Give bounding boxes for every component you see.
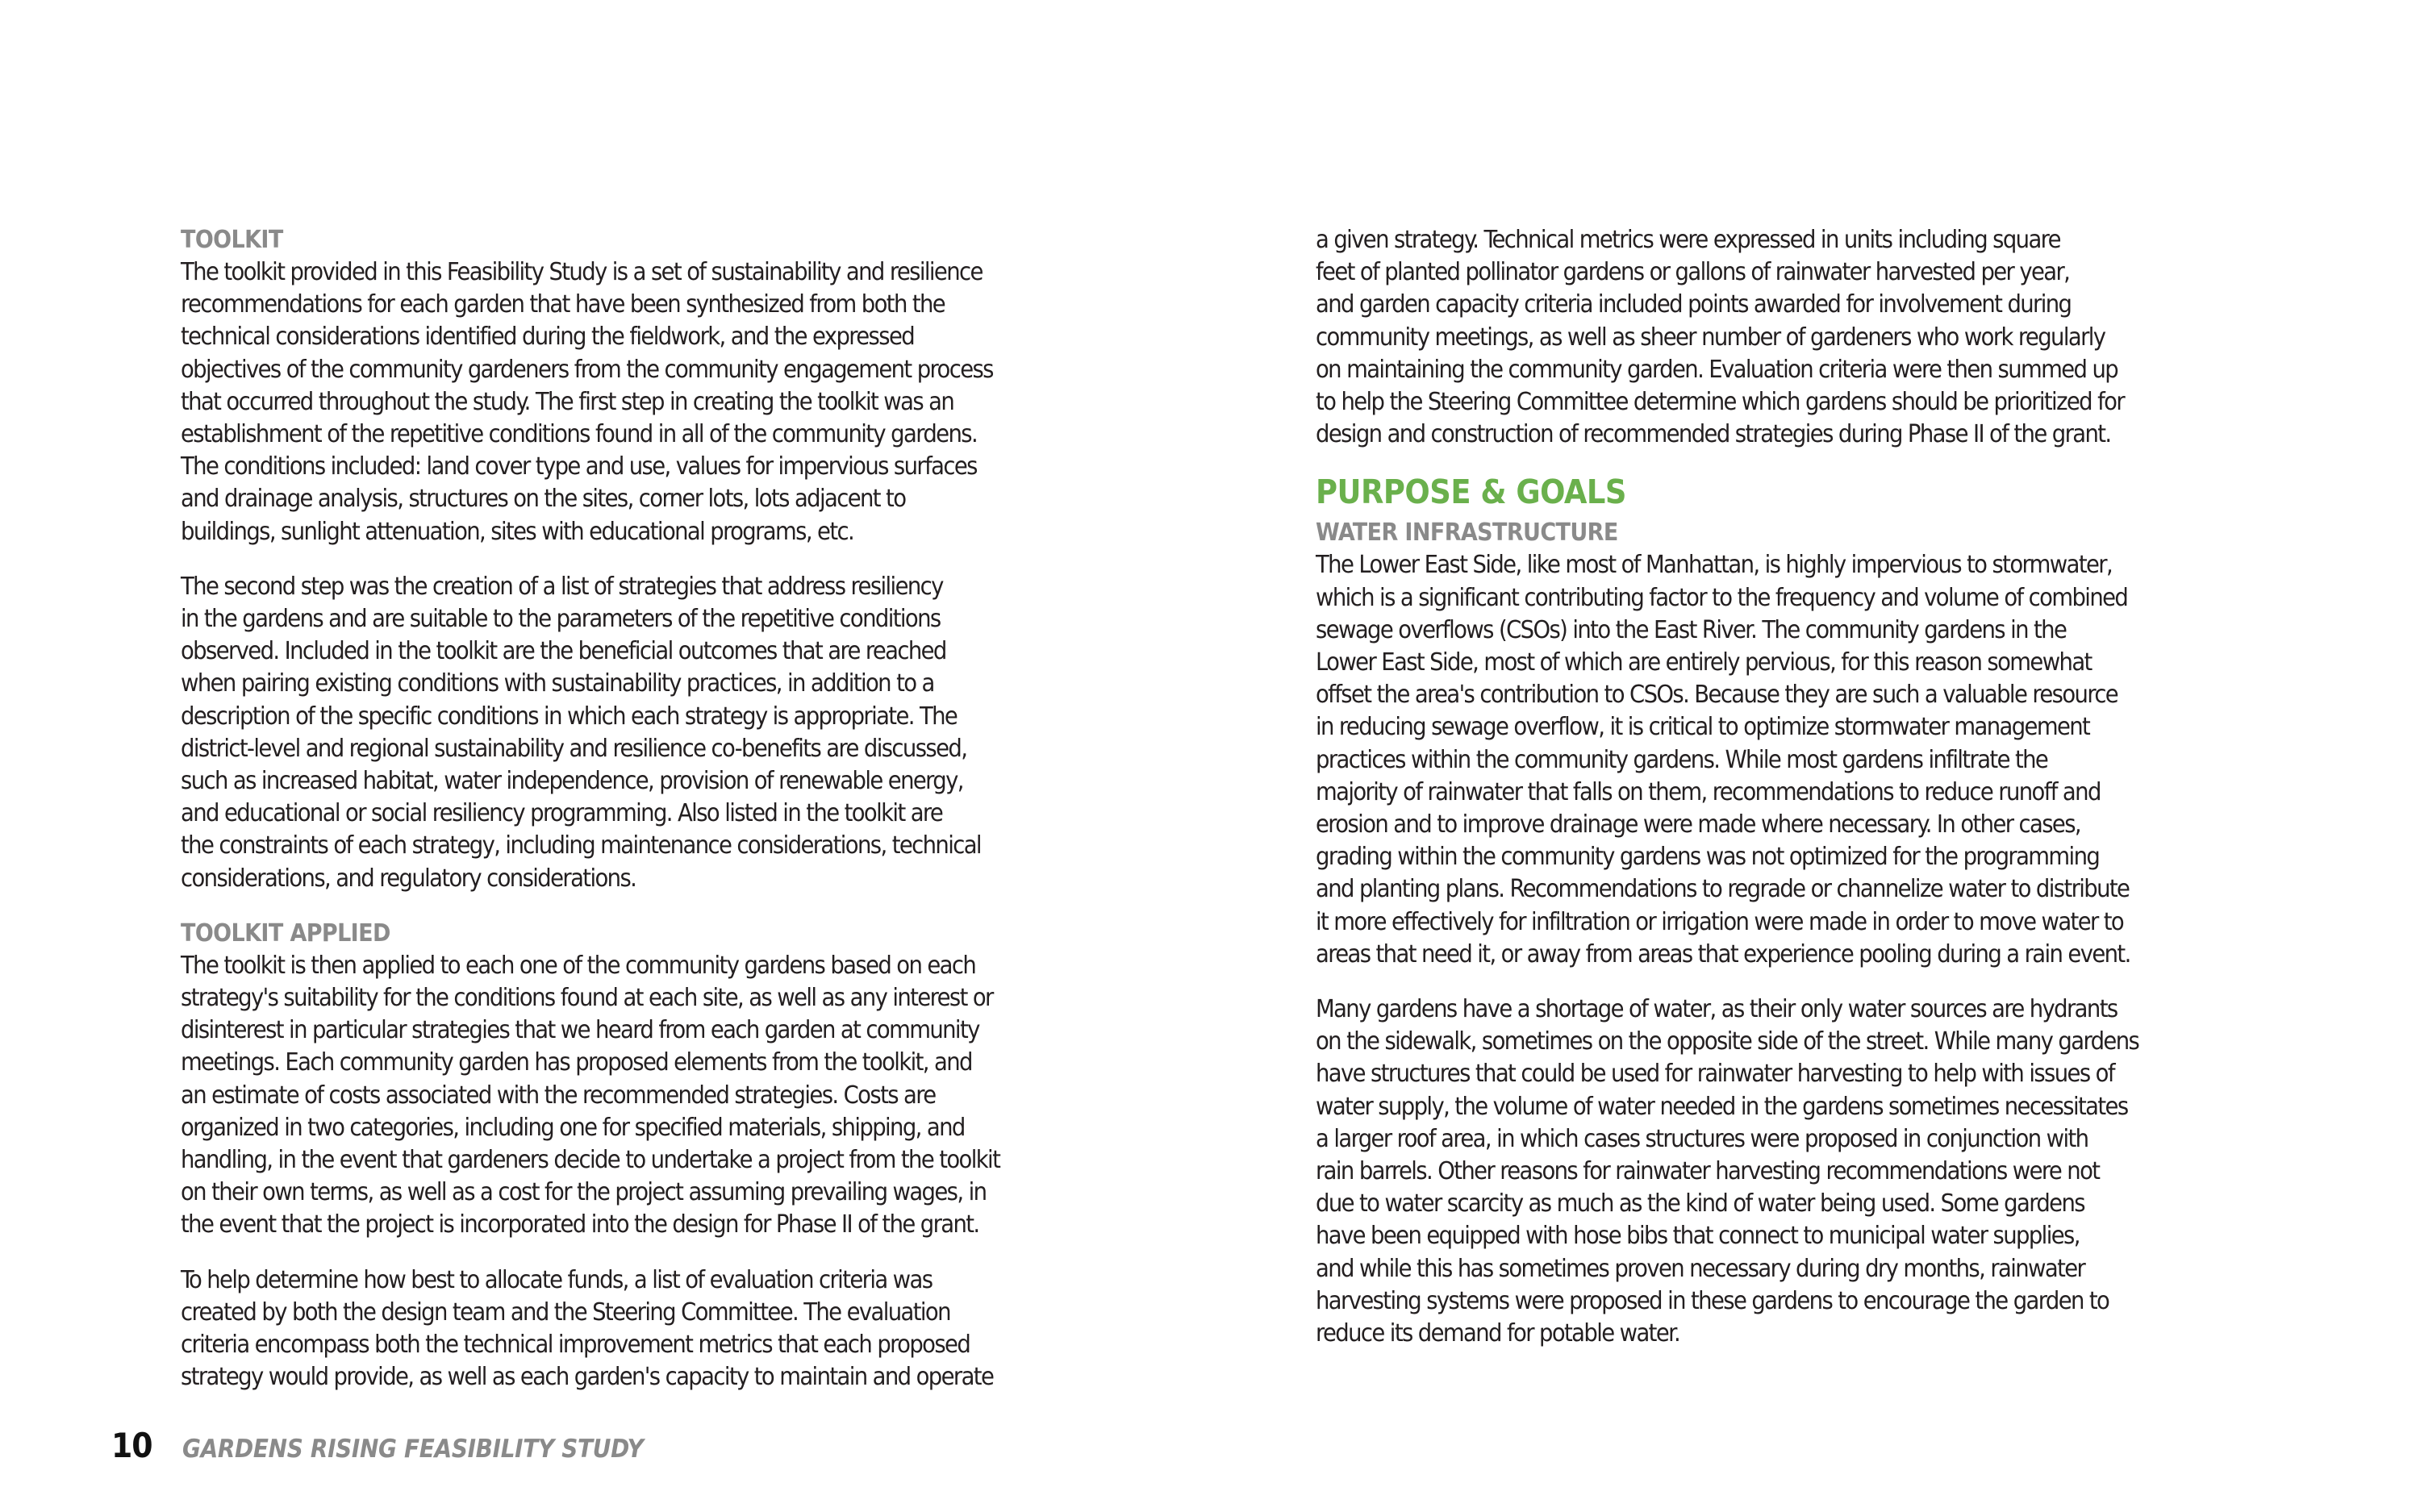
text-line: in reducing sewage overflow, it is critical to optimize stormwater management xyxy=(1316,713,2090,742)
text-line: water supply, the volume of water needed in the gardens sometimes necessitates xyxy=(1316,1092,2128,1121)
water-infrastructure-heading: WATER INFRASTRUCTURE xyxy=(1316,519,1618,548)
text-line: offset the area's contribution to CSOs. Because they are such a valuable resource xyxy=(1316,681,2118,710)
text-line: reduce its demand for potable water. xyxy=(1316,1319,1680,1348)
text-line: observed. Included in the toolkit are the beneficial outcomes that are reached xyxy=(181,637,946,666)
text-line: The toolkit is then applied to each one of the community gardens based on each xyxy=(181,951,976,980)
text-line: harvesting systems were proposed in these gardens to encourage the garden to xyxy=(1316,1286,2109,1315)
page-number: 10 xyxy=(111,1426,152,1465)
text-line: organized in two categories, including one for specified materials, shipping, and xyxy=(181,1113,965,1142)
toolkit-paragraph-1 xyxy=(181,256,1157,548)
text-line: on maintaining the community garden. Evaluation criteria were then summed up xyxy=(1316,355,2118,384)
document-title: GARDENS RISING FEASIBILITY STUDY xyxy=(182,1435,644,1464)
text-line: handling, in the event that gardeners decide to undertake a project from the toolkit xyxy=(181,1146,1000,1175)
text-line: areas that need it, or away from areas that experience pooling during a rain event. xyxy=(1316,939,2130,968)
text-line: when pairing existing conditions with sustainability practices, in addition to a xyxy=(181,669,934,698)
text-line: have been equipped with hose bibs that connect to municipal water supplies, xyxy=(1316,1222,2080,1251)
text-line: it more effectively for infiltration or irrigation were made in order to move water to xyxy=(1316,907,2124,936)
text-line: have structures that could be used for rainwater harvesting to help with issues of xyxy=(1316,1060,2114,1089)
text-line: design and construction of recommended strategies during Phase II of the grant. xyxy=(1316,420,2111,449)
text-line: technical considerations identified during the fieldwork, and the expressed xyxy=(181,323,915,352)
text-line: created by both the design team and the Steering Committee. The evaluation xyxy=(181,1297,950,1327)
text-line: strategy's suitability for the conditions found at each site, as well as any interest or xyxy=(181,984,993,1013)
text-line: practices within the community gardens. While most gardens infiltrate the xyxy=(1316,745,2048,774)
text-line: To help determine how best to allocate funds, a list of evaluation criteria was xyxy=(181,1265,933,1294)
text-line: The second step was the creation of a list of strategies that address resiliency xyxy=(181,572,943,601)
text-line: recommendations for each garden that have been synthesized from both the xyxy=(181,290,945,319)
text-line: to help the Steering Committee determine which gardens should be prioritized for xyxy=(1316,388,2125,417)
page-footer xyxy=(111,1426,643,1465)
text-line: objectives of the community gardeners from the community engagement process xyxy=(181,355,993,384)
text-line: and while this has sometimes proven necessary during dry months, rainwater xyxy=(1316,1254,2085,1283)
text-line: an estimate of costs associated with the recommended strategies. Costs are xyxy=(181,1081,936,1110)
text-line: which is a significant contributing factor to the frequency and volume of combined xyxy=(1316,583,2128,612)
text-line: and educational or social resiliency programming. Also listed in the toolkit are xyxy=(181,799,943,828)
text-line: the event that the project is incorporated into the design for Phase II of the grant. xyxy=(181,1210,979,1239)
text-line: establishment of the repetitive conditions found in all of the community gardens. xyxy=(181,420,978,449)
text-line: majority of rainwater that falls on them, recommendations to reduce runoff and xyxy=(1316,777,2101,806)
text-line: Many gardens have a shortage of water, as their only water sources are hydrants xyxy=(1316,995,2118,1024)
toolkit-applied-paragraph-1 xyxy=(181,950,1157,1242)
text-line: a larger roof area, in which cases structures were proposed in conjunction with xyxy=(1316,1124,2088,1153)
text-line: such as increased habitat, water independence, provision of renewable energy, xyxy=(181,767,963,796)
water-paragraph-1 xyxy=(1316,549,2292,971)
text-line: sewage overflows (CSOs) into the East River. The community gardens in the xyxy=(1316,615,2067,644)
text-line: rain barrels. Other reasons for rainwater harvesting recommendations were not xyxy=(1316,1157,2100,1186)
text-line: district-level and regional sustainability and resilience co-benefits are discussed, xyxy=(181,734,967,763)
text-line: Lower East Side, most of which are entirely pervious, for this reason somewhat xyxy=(1316,648,2092,677)
toolkit-heading: TOOLKIT xyxy=(181,226,283,254)
text-line: meetings. Each community garden has proposed elements from the toolkit, and xyxy=(181,1048,972,1077)
toolkit-applied-paragraph-2 xyxy=(181,1264,1157,1394)
text-line: buildings, sunlight attenuation, sites with educational programs, etc. xyxy=(181,517,854,546)
section-title-purpose-goals: PURPOSE & GOALS xyxy=(1316,473,1627,512)
text-line: in the gardens and are suitable to the parameters of the repetitive conditions xyxy=(181,605,941,634)
text-line: criteria encompass both the technical improvement metrics that each proposed xyxy=(181,1331,970,1360)
text-line: The conditions included: land cover type and use, values for impervious surfaces xyxy=(181,452,977,481)
text-line: description of the specific conditions in which each strategy is appropriate. The xyxy=(181,702,958,731)
text-line: disinterest in particular strategies that we heard from each garden at community xyxy=(181,1016,979,1045)
text-line: The toolkit provided in this Feasibility Study is a set of sustainability and resilience xyxy=(181,258,983,286)
water-paragraph-2 xyxy=(1316,993,2292,1350)
text-line: on their own terms, as well as a cost for the project assuming prevailing wages, in xyxy=(181,1178,987,1207)
text-line: The Lower East Side, like most of Manhattan, is highly impervious to stormwater, xyxy=(1316,551,2113,580)
text-line: community meetings, as well as sheer number of gardeners who work regularly xyxy=(1316,323,2105,352)
toolkit-applied-heading: TOOLKIT APPLIED xyxy=(181,918,390,948)
text-line: a given strategy. Technical metrics were expressed in units including square xyxy=(1316,226,2060,254)
text-line: and garden capacity criteria included points awarded for involvement during xyxy=(1316,290,2072,319)
text-line: strategy would provide, as well as each garden's capacity to maintain and operate xyxy=(181,1363,994,1392)
text-line: and planting plans. Recommendations to regrade or channelize water to distribute xyxy=(1316,875,2130,904)
toolkit-paragraph-2 xyxy=(181,571,1157,895)
text-line: on the sidewalk, sometimes on the opposite side of the street. While many gardens xyxy=(1316,1027,2139,1056)
text-line: grading within the community gardens was not optimized for the programming xyxy=(1316,843,2100,872)
text-line: feet of planted pollinator gardens or gallons of rainwater harvested per year, xyxy=(1316,258,2070,287)
text-line: that occurred throughout the study. The first step in creating the toolkit was an xyxy=(181,387,954,416)
left-column xyxy=(181,224,1157,1417)
continued-paragraph xyxy=(1316,224,2292,451)
text-line: and drainage analysis, structures on the sites, corner lots, lots adjacent to xyxy=(181,485,906,514)
text-line: due to water scarcity as much as the kind of water being used. Some gardens xyxy=(1316,1189,2084,1218)
text-line: considerations, and regulatory considerations. xyxy=(181,864,636,893)
right-column xyxy=(1316,224,2292,1372)
text-line: the constraints of each strategy, including maintenance considerations, technical xyxy=(181,831,981,860)
text-line: erosion and to improve drainage were made where necessary. In other cases, xyxy=(1316,810,2081,839)
